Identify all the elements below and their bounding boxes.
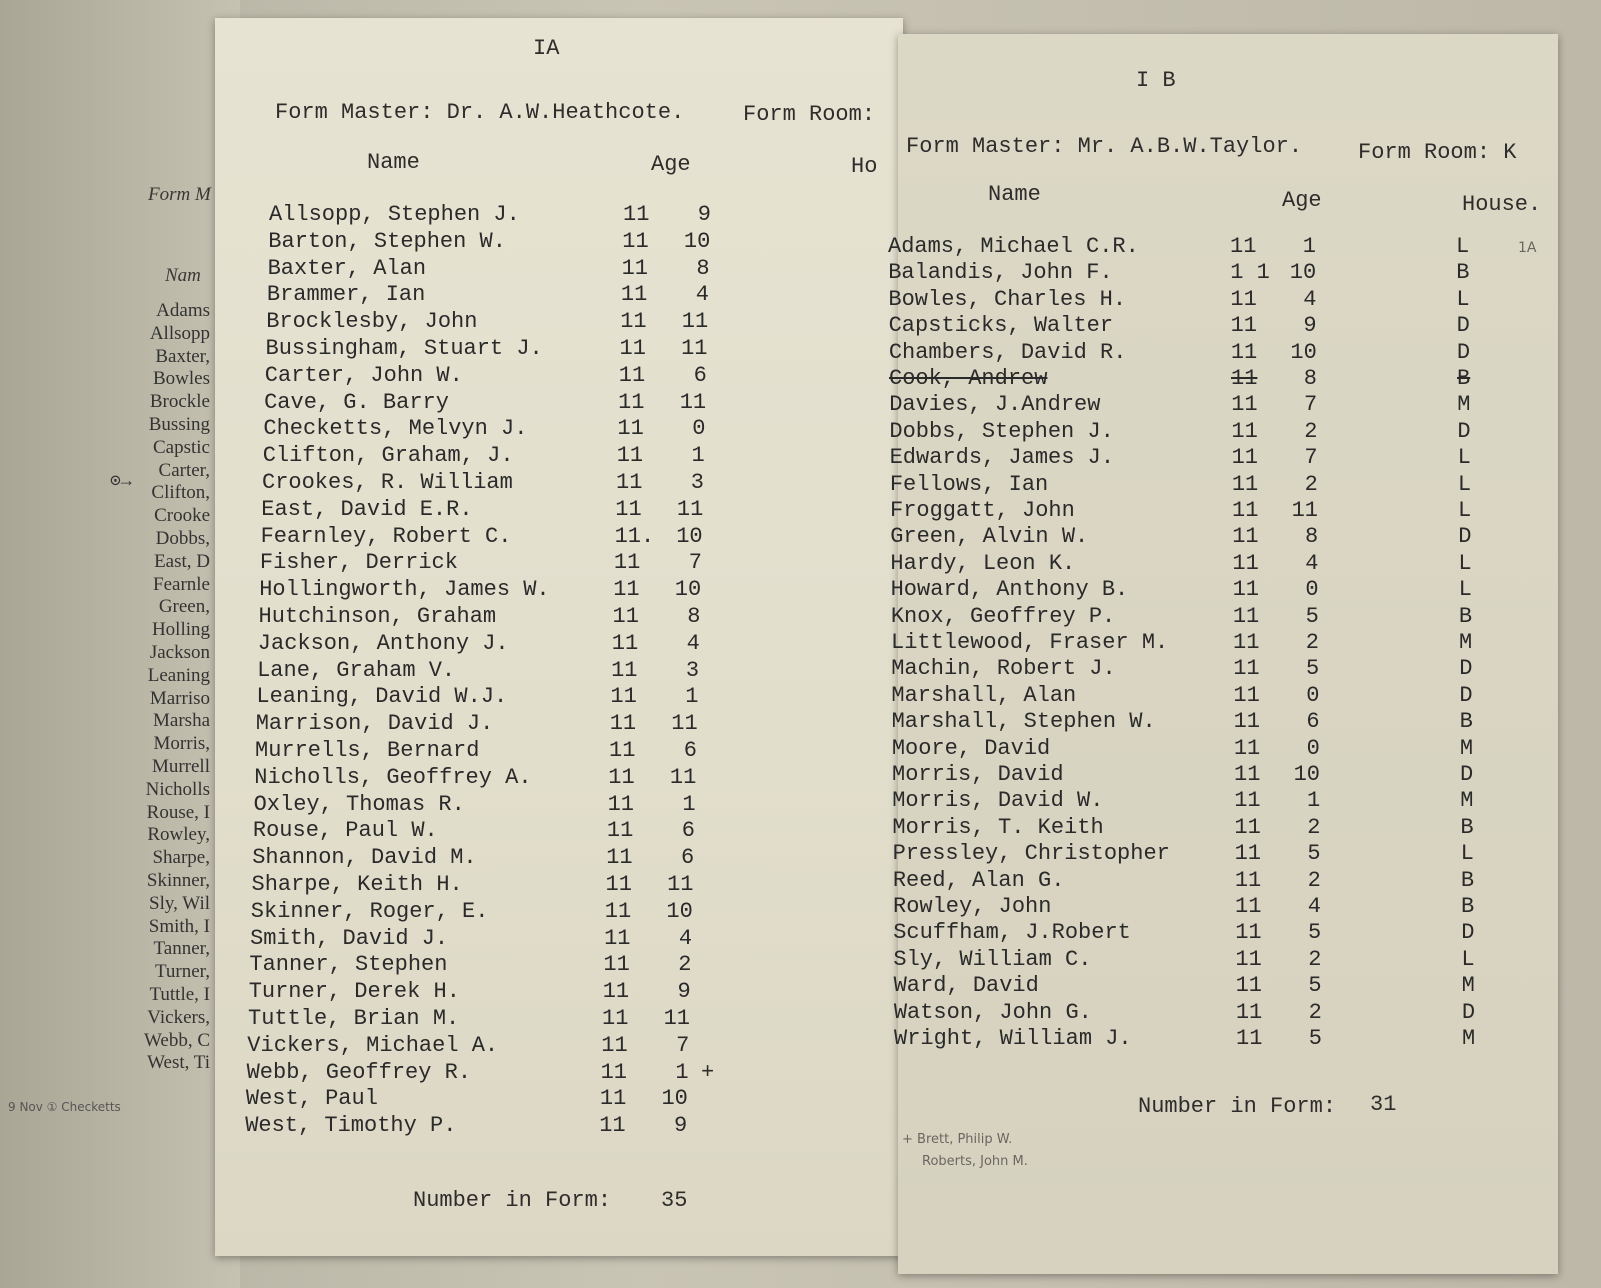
student-house: L [1458,550,1472,576]
underlying-page [0,0,240,1288]
student-house: M [1460,788,1474,814]
underlying-name: Sharpe, [152,847,210,869]
student-age-months: 5 [1308,973,1322,999]
student-age-years: 11 [599,1086,627,1112]
student-house: B [1460,867,1475,893]
webb-plus-mark: + [701,1059,715,1085]
student-age-years: 11 [1235,999,1263,1025]
student-age-months: 1 [1302,234,1316,259]
student-house: M [1459,735,1474,761]
student-age-months: 7 [676,1032,690,1058]
student-house: D [1460,762,1474,787]
student-age-months: 2 [1307,867,1321,893]
student-age-years: 11 [620,309,647,335]
student-house: D [1456,313,1470,339]
student-name: Edwards, James J. [889,445,1115,471]
student-age-months: 10 [661,1086,688,1112]
underlying-name: Carter, [158,459,210,481]
student-age-years: 1 1 [1230,260,1270,286]
form-1a-sheet [215,18,903,1256]
student-age-months: 3 [690,470,704,495]
student-age-years: 11 [1232,550,1259,576]
student-name: Reed, Alan G. [892,867,1065,893]
student-age-years: 11 [606,818,634,844]
student-age-years: 11 [608,764,635,790]
underlying-name: Turner, [154,961,210,983]
student-house: L [1457,471,1472,497]
student-age-years: 11 [1235,920,1262,946]
student-age-months: 9 [677,979,691,1005]
student-house: L [1458,577,1472,603]
student-name: Marrison, David J. [255,711,494,737]
student-age-months: 11 [663,1006,690,1031]
student-name: Shannon, David M. [252,845,477,871]
form-1b-title: I B [1136,68,1176,93]
form-1b-name-heading: Name [988,182,1041,207]
student-age-months: 2 [1307,814,1321,840]
student-age-years: 11 [1230,339,1258,365]
student-name: Capsticks, Walter [888,313,1114,339]
student-name: Fisher, Derrick [259,550,458,576]
student-age-months: 5 [1308,1026,1322,1051]
student-age-months: 10 [1293,762,1320,787]
student-age-years: 11 [613,550,641,576]
student-age-years: 11 [1232,524,1259,550]
student-name: Howard, Anthony B. [890,577,1129,603]
student-age-years: 11 [618,389,645,415]
student-age-years: 11 [621,255,648,281]
student-name: Tanner, Stephen [249,952,448,978]
student-name: Chambers, David R. [888,339,1127,365]
student-name: Baxter, Alan [267,255,427,281]
student-house: B [1461,894,1475,919]
student-name: Jackson, Anthony J. [257,630,509,656]
student-age-years: 11 [1235,946,1262,972]
student-house: B [1458,603,1473,629]
student-age-years: 11 [605,872,632,897]
student-name: West, Paul [245,1086,378,1112]
student-age-months: 0 [1306,735,1320,761]
student-age-months: 0 [1305,577,1319,603]
student-age-years: 11 [600,1059,627,1085]
student-age-years: 11 [1234,841,1262,867]
student-age-years: 11 [610,684,637,710]
underlying-handwritten-note: 9 Nov ① Checketts [8,1100,121,1114]
form-1b-sheet [888,34,1558,1274]
student-name: Froggatt, John [890,498,1075,523]
student-name: East, David E.R. [261,496,473,522]
student-age-years: 11 [1232,577,1260,603]
student-age-months: 6 [1306,709,1320,735]
student-name: Balandis, John F. [888,260,1113,286]
form-1b-house-heading: House. [1462,192,1542,217]
student-house: B [1459,709,1473,735]
underlying-name: Dobbs, [155,527,210,549]
student-name: Lane, Graham V. [257,657,456,683]
student-name: Green, Alvin W. [890,524,1089,550]
student-age-months: 10 [683,228,711,254]
form-1a-room: Form Room: [743,102,876,127]
student-age-months: 1 [685,684,699,710]
student-age-months: 10 [666,898,693,924]
student-name: Webb, Geoffrey R. [246,1059,472,1085]
student-name: Clifton, Graham, J. [262,443,514,469]
form-1a-house-heading: Ho [851,154,878,179]
student-house: B [1460,814,1474,840]
student-name: Nicholls, Geoffrey A. [254,764,532,790]
form-1b-margin-note: 1A [1518,240,1537,256]
student-house: D [1459,682,1473,708]
form-1a-title: IA [533,36,560,61]
student-age-months: 10 [1290,339,1317,365]
form-1a-age-heading: Age [651,152,691,177]
student-age-years: 11 [1234,814,1261,840]
student-name: Cook, Andrew [889,366,1048,391]
student-age-years: 11 [601,1032,628,1058]
student-name: Moore, David [891,735,1051,761]
form-1a-count-value: 35 [661,1188,688,1213]
student-age-months: 1 [691,443,705,469]
student-name: Littlewood, Fraser M. [891,630,1169,655]
form-1a-master: Form Master: Dr. A.W.Heathcote. [275,100,685,125]
student-age-years: 11 [613,577,640,603]
student-age-months: 10 [1289,260,1317,286]
student-age-years: 11 [1234,867,1262,893]
student-name: Allsopp, Stephen J. [269,202,520,227]
student-name: Hardy, Leon K. [890,550,1076,576]
underlying-name: Marsha [153,710,210,732]
student-age-months: 7 [1304,445,1318,471]
student-house: M [1461,973,1475,999]
student-age-years: 11 [1235,894,1262,919]
student-age-months: 2 [1305,630,1319,655]
student-age-months: 5 [1305,603,1319,629]
student-age-months: 5 [1306,656,1320,682]
student-age-years: 11 [1230,234,1257,259]
underlying-name: Murrell [151,755,210,777]
student-name: Machin, Robert J. [891,656,1116,682]
underlying-name: Skinner, [146,869,210,891]
student-name: Morris, T. Keith [892,814,1104,840]
student-age-years: 11. [614,523,655,549]
underlying-name-heading: Nam [165,265,201,286]
student-name: Fellows, Ian [889,471,1049,497]
student-name: Smith, David J. [250,925,449,951]
student-name: Barton, Stephen W. [268,228,506,254]
student-house: D [1461,920,1475,946]
student-name: Brammer, Ian [266,282,426,308]
student-name: Rowley, John [893,894,1052,919]
student-name: Scuffham, J.Robert [893,920,1131,946]
student-name: Fearnley, Robert C. [260,523,512,549]
underlying-name: Morris, [153,733,210,755]
underlying-name: Fearnle [153,573,210,595]
student-name: Turner, Derek H. [248,979,460,1005]
underlying-name: Clifton, [151,482,210,504]
underlying-name: Capstic [153,436,210,458]
underlying-name: Smith, I [148,915,210,937]
student-age-months: 8 [1303,366,1317,391]
student-name: Morris, David [892,762,1064,787]
student-house: D [1459,656,1473,682]
student-name: Checketts, Melvyn J. [263,416,528,442]
form-1b-room: Form Room: K [1358,140,1517,165]
student-house: B [1457,366,1471,391]
student-age-years: 11 [1233,656,1260,682]
student-name: West, Timothy P. [245,1113,457,1139]
student-house: L [1456,286,1470,312]
student-age-years: 11 [616,443,644,469]
student-name: Murrells, Bernard [255,738,480,763]
student-age-years: 11 [1233,735,1261,761]
student-name: Ward, David [893,973,1039,999]
form-1b-age-heading: Age [1282,188,1322,213]
student-age-years: 11 [1231,445,1259,471]
student-age-months: 3 [685,657,700,683]
student-name: Dobbs, Stephen J. [889,418,1114,444]
student-age-years: 11 [1232,498,1259,523]
student-age-months: 0 [1306,682,1320,708]
student-age-months: 4 [678,925,693,951]
student-age-months: 11 [679,389,707,415]
student-name: Wright, William J. [894,1026,1132,1051]
arrow-mark-icon: ⊙→ [110,472,132,492]
student-age-years: 11 [1231,366,1258,391]
student-age-years: 11 [622,228,649,254]
student-age-months: 7 [1304,392,1318,418]
student-age-months: 4 [1307,894,1321,919]
student-age-months: 4 [695,282,709,308]
student-house: D [1457,418,1471,444]
student-age-months: 1 [1307,788,1321,814]
underlying-name: Brockle [149,391,210,413]
student-name: Rouse, Paul W. [252,818,438,844]
student-name: Leaning, David W.J. [256,684,508,710]
student-age-months: 8 [696,255,710,281]
student-name: Skinner, Roger, E. [250,898,489,924]
student-age-years: 11 [1235,973,1263,999]
student-house: L [1461,946,1475,972]
student-age-months: 4 [1305,550,1319,576]
student-age-months: 2 [1304,418,1318,444]
student-age-years: 11 [615,496,642,522]
student-age-months: 2 [1304,471,1318,497]
student-name: Carter, John W. [264,362,463,388]
student-house: D [1458,524,1472,550]
student-house: D [1461,999,1476,1025]
student-house: M [1457,392,1471,418]
student-age-years: 11 [1236,1026,1263,1051]
student-name: Pressley, Christopher [892,841,1170,867]
student-house: D [1456,339,1471,365]
form-1b-handwritten-note-2: Roberts, John M. [922,1154,1028,1169]
student-name: Marshall, Alan [891,682,1077,708]
form-1b-count-label: Number in Form: [1138,1094,1337,1119]
student-age-years: 11 [1231,418,1258,444]
student-age-months: 4 [686,630,700,656]
underlying-name: Tuttle, I [149,983,210,1005]
underlying-name: Rouse, I [146,801,210,823]
student-name: Bowles, Charles H. [888,286,1127,312]
form-1a-name-heading: Name [367,150,420,175]
student-age-years: 11 [607,791,634,817]
student-name: Morris, David W. [892,788,1104,814]
student-age-months: 11 [671,711,698,737]
student-age-months: 6 [693,362,707,388]
student-house: B [1456,260,1470,286]
student-age-months: 9 [673,1113,688,1139]
student-age-months: 11 [1291,498,1318,523]
student-name: Cave, G. Barry [264,389,449,415]
student-house: L [1458,498,1472,523]
student-name: Sharpe, Keith H. [251,872,463,897]
form-1a-count-label: Number in Form: [413,1188,612,1213]
student-age-months: 11 [676,496,704,522]
form-1b-count-value: 31 [1370,1092,1397,1117]
student-age-years: 11 [618,362,646,388]
form-1b-handwritten-note-1: + Brett, Philip W. [902,1132,1013,1147]
student-age-months: 7 [688,550,702,576]
student-name: Watson, John G. [893,999,1092,1025]
student-age-months: 11 [669,764,697,790]
student-name: Davies, J.Andrew [889,392,1101,418]
student-age-months: 8 [1305,524,1319,550]
student-age-years: 11 [617,416,644,442]
student-age-months: 8 [687,604,701,629]
student-name: Knox, Geoffrey P. [890,603,1116,629]
student-age-months: 5 [1307,841,1321,867]
student-name: Hutchinson, Graham [258,604,497,629]
student-age-months: 4 [1303,286,1317,312]
underlying-name: Sly, Wil [149,892,210,914]
student-age-months: 1 [682,791,696,817]
underlying-name: Tanner, [153,938,210,960]
student-age-years: 11 [1232,603,1260,629]
student-house: M [1462,1026,1476,1051]
underlying-name: Marriso [149,687,210,709]
underlying-name: Rowley, [147,824,210,846]
underlying-name: Green, [158,596,210,618]
student-house: L [1456,234,1470,259]
underlying-name: Webb, C [143,1029,210,1051]
underlying-name-list [100,300,210,1075]
student-age-years: 11 [1234,788,1261,814]
student-age-years: 11 [1233,630,1260,655]
underlying-name: Crooke [154,505,210,527]
student-house: L [1457,445,1471,471]
underlying-name: Jackson [149,641,210,663]
student-age-years: 11 [609,711,637,737]
student-age-years: 11 [602,1006,629,1031]
student-age-years: 11 [609,738,636,763]
student-name: Adams, Michael C.R. [888,234,1139,259]
student-age-months: 1 [675,1059,689,1085]
student-age-months: 9 [697,202,711,227]
student-name: Crookes, R. William [262,470,513,495]
student-age-years: 11 [612,604,639,629]
underlying-header: Form M [148,184,211,205]
student-age-months: 5 [1308,920,1322,946]
student-age-years: 11 [620,282,648,308]
student-name: Sly, William C. [893,946,1092,972]
student-age-months: 2 [1308,999,1322,1025]
student-name: Brocklesby, John [266,309,478,335]
underlying-name: Bussing [148,413,210,435]
student-age-months: 10 [674,577,702,603]
student-age-years: 11 [603,952,630,978]
student-age-months: 6 [681,818,695,844]
underlying-name: Adams [156,300,210,321]
form-1b-master: Form Master: Mr. A.B.W.Taylor. [906,134,1303,159]
student-age-years: 11 [623,202,650,227]
student-age-years: 11 [611,630,639,656]
underlying-name: Vickers, [147,1006,210,1028]
student-age-years: 11 [1234,762,1261,787]
student-age-months: 11 [681,309,709,335]
underlying-name: East, D [154,550,210,572]
student-age-years: 11 [1233,709,1261,735]
student-name: Marshall, Stephen W. [891,709,1156,735]
student-name: Bussingham, Stuart J. [265,336,543,361]
underlying-name: Bowles [153,368,210,390]
student-age-years: 11 [599,1113,626,1139]
student-name: Hollingworth, James W. [259,577,550,603]
student-age-months: 2 [1308,946,1322,972]
student-age-months: 10 [676,523,703,549]
student-age-months: 11 [681,336,708,361]
underlying-name: Leaning [147,664,210,686]
student-age-months: 11 [667,872,694,897]
student-age-years: 11 [616,470,643,495]
student-age-years: 11 [604,925,631,951]
underlying-name: Baxter, [155,345,210,367]
student-age-years: 11 [611,657,638,683]
student-age-months: 0 [692,416,706,442]
student-age-years: 11 [1230,313,1258,339]
student-age-months: 6 [680,845,695,871]
underlying-name: Allsopp [149,322,210,344]
student-name: Oxley, Thomas R. [253,791,465,817]
student-name: Tuttle, Brian M. [248,1006,460,1031]
student-age-months: 9 [1303,313,1317,339]
student-age-months: 6 [683,738,697,763]
student-name: Vickers, Michael A. [247,1032,499,1058]
underlying-name: Holling [151,619,210,641]
underlying-name: Nicholls [145,778,210,800]
student-age-years: 11 [619,336,646,361]
student-age-years: 11 [1233,682,1260,708]
underlying-name: West, Ti [147,1052,210,1074]
student-age-years: 11 [606,845,633,871]
student-age-years: 11 [604,898,632,924]
student-age-months: 2 [678,952,692,978]
student-age-years: 11 [1231,471,1259,497]
student-house: L [1460,841,1474,867]
student-house: M [1459,630,1473,655]
student-age-years: 11 [1231,392,1258,418]
student-age-years: 11 [1230,286,1257,312]
student-age-years: 11 [602,979,630,1005]
